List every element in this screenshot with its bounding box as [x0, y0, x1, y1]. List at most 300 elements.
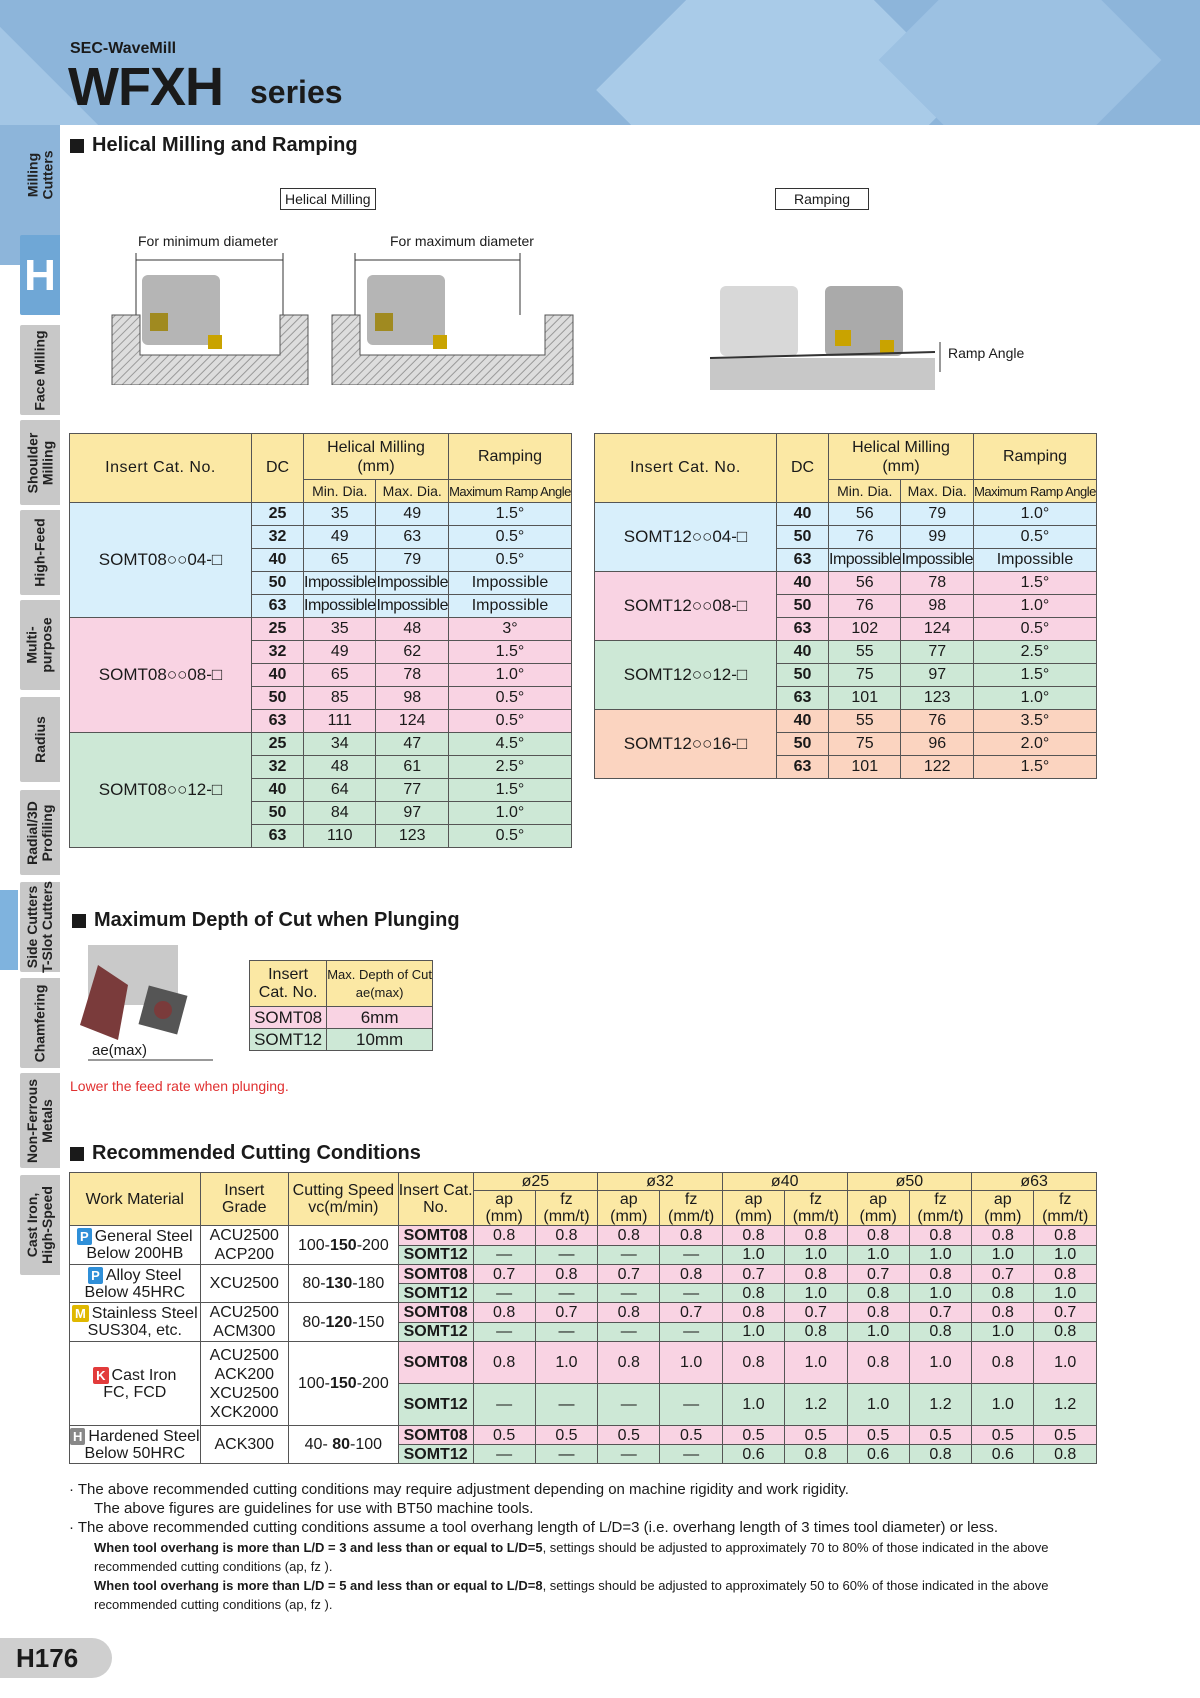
value-cell: 1.0°	[973, 595, 1096, 618]
material-badge: K	[93, 1367, 108, 1384]
insert-cat-cell: SOMT12	[398, 1322, 473, 1342]
value-cell: 1.0	[535, 1342, 597, 1384]
value-cell: 0.6	[847, 1445, 909, 1464]
dc-cell: 50	[777, 595, 829, 618]
depth-cell: 10mm	[327, 1029, 433, 1051]
material-badge: P	[77, 1228, 92, 1245]
sidebar-tab-0[interactable]	[20, 130, 60, 220]
value-cell: 1.5°	[448, 641, 571, 664]
cutting-conditions-table	[69, 1172, 1097, 1464]
value-cell: 124	[901, 618, 973, 641]
note-4: When tool overhang is more than L/D = 5 and less than or equal to L/D=8, settings should be adjusted to approximately 50 to 60% of those indicated in the above recommended cutting conditions (ap, fz ).	[94, 1578, 1049, 1612]
dc-cell: 63	[777, 549, 829, 572]
value-cell: 1.5°	[448, 503, 571, 526]
value-cell: 0.8	[972, 1284, 1034, 1303]
section-plunge-title: Maximum Depth of Cut when Plunging	[72, 909, 460, 932]
header-fz: fz (mm/t)	[535, 1191, 597, 1226]
dc-cell: 25	[252, 733, 304, 756]
value-cell: 1.0	[722, 1322, 784, 1342]
value-cell: 0.8	[1034, 1265, 1097, 1284]
value-cell: 56	[829, 503, 901, 526]
value-cell: 0.5	[598, 1426, 660, 1445]
header-max: Max. Dia.	[376, 480, 448, 503]
value-cell: 49	[304, 641, 376, 664]
value-cell: 0.8	[847, 1226, 909, 1246]
section-helical-title: Helical Milling and Ramping	[70, 134, 358, 157]
value-cell: —	[535, 1284, 597, 1303]
value-cell: 1.0	[1034, 1342, 1097, 1384]
dc-cell: 50	[777, 733, 829, 756]
cutting-speed: 80-120-150	[288, 1303, 398, 1342]
material-badge: H	[70, 1428, 85, 1445]
value-cell: 0.8	[972, 1342, 1034, 1384]
insert-grade: ACU2500 ACP200	[200, 1226, 288, 1265]
value-cell: 122	[901, 756, 973, 779]
insert-cat: SOMT08○○04-□	[70, 503, 252, 618]
value-cell: 0.8	[722, 1226, 784, 1246]
value-cell: 3.5°	[973, 710, 1096, 733]
value-cell: —	[598, 1284, 660, 1303]
table-row	[70, 1426, 1097, 1445]
value-cell: 0.5°	[973, 526, 1096, 549]
value-cell: 1.0	[909, 1342, 971, 1384]
value-cell: 0.8	[1034, 1322, 1097, 1342]
value-cell: 0.5	[909, 1426, 971, 1445]
value-cell: 77	[901, 641, 973, 664]
insert-cat: SOMT12○○04-□	[595, 503, 777, 572]
dc-cell: 63	[252, 825, 304, 848]
value-cell: 0.7	[722, 1265, 784, 1284]
value-cell: —	[660, 1384, 722, 1426]
value-cell: —	[660, 1245, 722, 1265]
sidebar-tab-9[interactable]	[20, 978, 60, 1068]
value-cell: 0.8	[909, 1265, 971, 1284]
table-row	[70, 1265, 1097, 1284]
value-cell: 1.2	[785, 1384, 847, 1426]
value-cell: —	[473, 1384, 535, 1426]
value-cell: 4.5°	[448, 733, 571, 756]
value-cell: 78	[376, 664, 448, 687]
sidebar-tab-1[interactable]	[20, 235, 60, 315]
ramping-diagram	[705, 280, 945, 390]
depth-cell: 6mm	[327, 1007, 433, 1029]
value-cell: 64	[304, 779, 376, 802]
insert-cat-cell: SOMT08	[398, 1265, 473, 1284]
table-row	[70, 1303, 1097, 1323]
value-cell: 0.8	[847, 1284, 909, 1303]
value-cell: —	[660, 1284, 722, 1303]
header-helical: Helical Milling (mm)	[304, 434, 449, 480]
helical-table-large	[594, 433, 1097, 779]
dc-cell: 40	[252, 549, 304, 572]
value-cell: 0.8	[972, 1303, 1034, 1323]
value-cell: 0.5°	[448, 710, 571, 733]
value-cell: 1.0	[660, 1342, 722, 1384]
value-cell: 101	[829, 687, 901, 710]
value-cell: 0.6	[722, 1445, 784, 1464]
header-max-ramp: Maximum Ramp Angle	[448, 480, 571, 503]
insert-cat-cell: SOMT08	[398, 1342, 473, 1384]
value-cell: 123	[901, 687, 973, 710]
dc-cell: 63	[777, 687, 829, 710]
header-ap: ap (mm)	[598, 1191, 660, 1226]
header-insert: Insert Cat. No.	[70, 434, 252, 503]
note-1: · The above recommended cutting conditions may require adjustment depending on machine rigidity and work rigidity.	[69, 1481, 849, 1498]
dc-cell: 25	[252, 618, 304, 641]
value-cell: 2.0°	[973, 733, 1096, 756]
value-cell: —	[473, 1284, 535, 1303]
material-badge: M	[72, 1305, 89, 1322]
plunge-table	[249, 960, 433, 1051]
cutting-speed: 100-150-200	[288, 1342, 398, 1426]
sidebar-tab-label: Milling Cutters	[24, 150, 56, 200]
value-cell: 1.5°	[973, 756, 1096, 779]
value-cell: —	[598, 1445, 660, 1464]
table-row	[70, 1342, 1097, 1384]
sidebar	[0, 125, 60, 1625]
value-cell: 1.0	[847, 1245, 909, 1265]
note-1b: The above figures are guidelines for use with BT50 machine tools.	[94, 1500, 534, 1517]
value-cell: 0.7	[535, 1303, 597, 1323]
insert-cat: SOMT08○○12-□	[70, 733, 252, 848]
dc-cell: 50	[777, 664, 829, 687]
value-cell: 55	[829, 710, 901, 733]
value-cell: 34	[304, 733, 376, 756]
value-cell: 49	[376, 503, 448, 526]
value-cell: 1.0	[785, 1245, 847, 1265]
header-diameter: ø32	[598, 1173, 723, 1191]
value-cell: —	[598, 1322, 660, 1342]
value-cell: 1.0°	[973, 503, 1096, 526]
value-cell: 78	[901, 572, 973, 595]
value-cell: 0.8	[909, 1322, 971, 1342]
value-cell: Impossible	[304, 595, 376, 618]
value-cell: 1.0°	[973, 687, 1096, 710]
value-cell: 0.8	[473, 1303, 535, 1323]
value-cell: 0.8	[598, 1226, 660, 1246]
value-cell: Impossible	[376, 572, 448, 595]
insert-cat-cell: SOMT08	[398, 1426, 473, 1445]
ramping-label: Ramping	[775, 188, 869, 210]
value-cell: 3°	[448, 618, 571, 641]
value-cell: 1.5°	[448, 779, 571, 802]
value-cell: 1.0	[972, 1322, 1034, 1342]
value-cell: 79	[376, 549, 448, 572]
dc-cell: 50	[252, 802, 304, 825]
note-3: When tool overhang is more than L/D = 3 and less than or equal to L/D=5, settings should be adjusted to approximately 70 to 80% of those indicated in the above recommended cutting conditions (ap, fz ).	[94, 1540, 1049, 1574]
insert-cell: SOMT12	[250, 1029, 327, 1051]
value-cell: 1.0	[722, 1245, 784, 1265]
value-cell: 62	[376, 641, 448, 664]
value-cell: 0.8	[847, 1303, 909, 1323]
dc-cell: 40	[777, 503, 829, 526]
helical-milling-label: Helical Milling	[280, 188, 376, 210]
value-cell: 0.7	[1034, 1303, 1097, 1323]
insert-cat: SOMT08○○08-□	[70, 618, 252, 733]
value-cell: Impossible	[304, 572, 376, 595]
value-cell: —	[473, 1245, 535, 1265]
max-diameter-label: For maximum diameter	[390, 233, 534, 249]
section-recommended-title: Recommended Cutting Conditions	[70, 1142, 421, 1165]
header-diameter: ø25	[473, 1173, 598, 1191]
value-cell: 35	[304, 503, 376, 526]
value-cell: 48	[376, 618, 448, 641]
sidebar-tab-3[interactable]	[20, 420, 60, 505]
value-cell: 0.7	[473, 1265, 535, 1284]
sidebar-tab-label: Multi- purpose	[24, 617, 56, 673]
insert-cell: SOMT08	[250, 1007, 327, 1029]
model-title: WFXH	[68, 57, 223, 117]
insert-cat-cell: SOMT08	[398, 1303, 473, 1323]
dc-cell: 40	[252, 664, 304, 687]
insert-cat: SOMT12○○12-□	[595, 641, 777, 710]
sidebar-tab-11[interactable]	[20, 1175, 60, 1275]
dc-cell: 40	[777, 710, 829, 733]
plunge-note: Lower the feed rate when plunging.	[70, 1078, 289, 1094]
value-cell: —	[535, 1445, 597, 1464]
header-helical: Helical Milling (mm)	[829, 434, 974, 480]
header-fz: fz (mm/t)	[1034, 1191, 1097, 1226]
helical-milling-diagram	[100, 245, 600, 385]
header-fz: fz (mm/t)	[909, 1191, 971, 1226]
insert-cat-cell: SOMT08	[398, 1226, 473, 1246]
header-insert: Insert Cat. No.	[595, 434, 777, 503]
dc-cell: 50	[252, 687, 304, 710]
sidebar-tab-10[interactable]	[20, 1073, 60, 1168]
value-cell: 1.0	[1034, 1284, 1097, 1303]
value-cell: Impossible	[376, 595, 448, 618]
value-cell: 0.8	[535, 1226, 597, 1246]
value-cell: 0.8	[847, 1342, 909, 1384]
value-cell: 0.5	[1034, 1426, 1097, 1445]
header-ramping: Ramping	[973, 434, 1096, 480]
value-cell: 123	[376, 825, 448, 848]
dc-cell: 32	[252, 526, 304, 549]
value-cell: 1.0°	[448, 664, 571, 687]
value-cell: 0.8	[1034, 1226, 1097, 1246]
table-row	[250, 1029, 433, 1051]
dc-cell: 40	[252, 779, 304, 802]
value-cell: Impossible	[829, 549, 901, 572]
header-ap: ap (mm)	[972, 1191, 1034, 1226]
value-cell: 1.0°	[448, 802, 571, 825]
value-cell: 47	[376, 733, 448, 756]
sidebar-tab-6[interactable]	[20, 697, 60, 782]
value-cell: 0.8	[909, 1445, 971, 1464]
value-cell: 0.8	[660, 1265, 722, 1284]
value-cell: 75	[829, 664, 901, 687]
insert-cat-cell: SOMT12	[398, 1445, 473, 1464]
value-cell: 0.7	[847, 1265, 909, 1284]
value-cell: 1.0	[909, 1245, 971, 1265]
header-work: Work Material	[70, 1173, 201, 1226]
value-cell: 0.8	[722, 1284, 784, 1303]
value-cell: —	[535, 1384, 597, 1426]
table-row	[595, 641, 1097, 664]
value-cell: 0.5	[473, 1426, 535, 1445]
work-material: M Stainless Steel SUS304, etc.	[70, 1303, 201, 1342]
header-row	[595, 434, 1097, 480]
value-cell: —	[598, 1384, 660, 1426]
value-cell: 1.2	[1034, 1384, 1097, 1426]
value-cell: 0.8	[785, 1322, 847, 1342]
header-max: Max. Dia.	[901, 480, 973, 503]
header-speed: Cutting Speed vc(m/min)	[288, 1173, 398, 1226]
insert-cat-cell: SOMT12	[398, 1384, 473, 1426]
value-cell: 0.7	[972, 1265, 1034, 1284]
value-cell: 0.7	[660, 1303, 722, 1323]
value-cell: 1.0	[847, 1384, 909, 1426]
value-cell: 0.5	[722, 1426, 784, 1445]
sidebar-tab-label: Cast Iron, High-Speed	[24, 1186, 55, 1264]
value-cell: 110	[304, 825, 376, 848]
value-cell: 0.6	[972, 1445, 1034, 1464]
value-cell: 0.5°	[973, 618, 1096, 641]
value-cell: 76	[829, 526, 901, 549]
value-cell: 0.8	[473, 1226, 535, 1246]
header-ap: ap (mm)	[473, 1191, 535, 1226]
cutting-speed: 80-130-180	[288, 1265, 398, 1303]
header-ramping: Ramping	[448, 434, 571, 480]
header-row	[250, 961, 433, 1007]
value-cell: Impossible	[901, 549, 973, 572]
value-cell: 102	[829, 618, 901, 641]
sidebar-tab-label: Chamfering	[31, 984, 48, 1062]
value-cell: 55	[829, 641, 901, 664]
value-cell: Impossible	[973, 549, 1096, 572]
value-cell: 97	[376, 802, 448, 825]
value-cell: 0.5	[847, 1426, 909, 1445]
value-cell: 1.0	[972, 1245, 1034, 1265]
sidebar-tab-label: Side Cutters T-Slot Cutters	[24, 881, 55, 973]
dc-cell: 63	[777, 618, 829, 641]
value-cell: 0.8	[535, 1265, 597, 1284]
dc-cell: 32	[252, 756, 304, 779]
value-cell: 0.5	[660, 1426, 722, 1445]
header-fz: fz (mm/t)	[660, 1191, 722, 1226]
dc-cell: 50	[252, 572, 304, 595]
table-row	[595, 503, 1097, 526]
value-cell: 98	[901, 595, 973, 618]
value-cell: —	[473, 1445, 535, 1464]
sidebar-tab-4[interactable]	[20, 510, 60, 595]
cutting-speed: 40- 80-100	[288, 1426, 398, 1464]
sidebar-tab-label: H	[24, 250, 56, 300]
sidebar-tab-5[interactable]	[20, 600, 60, 690]
value-cell: 0.8	[660, 1226, 722, 1246]
header-insert: Insert Cat. No.	[250, 961, 327, 1007]
header-row	[70, 434, 572, 480]
header-ap: ap (mm)	[847, 1191, 909, 1226]
insert-grade: ACK300	[200, 1426, 288, 1464]
dc-cell: 32	[252, 641, 304, 664]
value-cell: 63	[376, 526, 448, 549]
value-cell: —	[660, 1322, 722, 1342]
value-cell: 0.8	[785, 1226, 847, 1246]
dc-cell: 63	[777, 756, 829, 779]
value-cell: 0.5°	[448, 526, 571, 549]
value-cell: 1.0	[972, 1384, 1034, 1426]
header-min: Min. Dia.	[829, 480, 901, 503]
sidebar-tab-2[interactable]	[20, 325, 60, 415]
sidebar-tab-label: Non-Ferrous Metals	[24, 1078, 55, 1163]
header-max-ramp: Maximum Ramp Angle	[973, 480, 1096, 503]
ae-max-label: ae(max)	[92, 1042, 148, 1059]
work-material: P General Steel Below 200HB	[70, 1226, 201, 1265]
min-diameter-label: For minimum diameter	[138, 233, 279, 249]
table-row	[70, 503, 572, 526]
value-cell: 1.5°	[973, 664, 1096, 687]
value-cell: 65	[304, 549, 376, 572]
header-dc: DC	[252, 434, 304, 503]
value-cell: 0.5°	[448, 825, 571, 848]
table-row	[595, 572, 1097, 595]
value-cell: 0.5°	[448, 549, 571, 572]
insert-cat: SOMT12○○16-□	[595, 710, 777, 779]
value-cell: 99	[901, 526, 973, 549]
value-cell: 1.5°	[973, 572, 1096, 595]
value-cell: 0.8	[722, 1342, 784, 1384]
table-row	[250, 1007, 433, 1029]
material-badge: P	[88, 1267, 103, 1284]
cutting-speed: 100-150-200	[288, 1226, 398, 1265]
sidebar-tab-8[interactable]	[20, 882, 60, 972]
sidebar-indicator	[0, 890, 18, 970]
header-min: Min. Dia.	[304, 480, 376, 503]
sidebar-tab-label: Radial/3D Profiling	[24, 800, 55, 865]
value-cell: 0.7	[785, 1303, 847, 1323]
value-cell: 85	[304, 687, 376, 710]
insert-grade: XCU2500	[200, 1265, 288, 1303]
value-cell: 0.8	[598, 1303, 660, 1323]
value-cell: 1.0	[909, 1284, 971, 1303]
value-cell: 0.5	[535, 1426, 597, 1445]
value-cell: 0.8	[909, 1226, 971, 1246]
page-number: H176	[0, 1638, 112, 1678]
value-cell: Impossible	[448, 595, 571, 618]
header-depth: Max. Depth of Cut ae(max)	[327, 961, 433, 1007]
brand-name: SEC-WaveMill	[70, 40, 177, 57]
value-cell: 0.5	[785, 1426, 847, 1445]
value-cell: 84	[304, 802, 376, 825]
value-cell: 76	[829, 595, 901, 618]
value-cell: 96	[901, 733, 973, 756]
value-cell: 101	[829, 756, 901, 779]
value-cell: 79	[901, 503, 973, 526]
value-cell: 0.8	[785, 1265, 847, 1284]
value-cell: 61	[376, 756, 448, 779]
sidebar-tab-7[interactable]	[20, 790, 60, 875]
value-cell: 2.5°	[973, 641, 1096, 664]
table-row	[70, 733, 572, 756]
value-cell: 0.7	[909, 1303, 971, 1323]
helical-table-small	[69, 433, 572, 848]
value-cell: 35	[304, 618, 376, 641]
value-cell: 0.8	[972, 1226, 1034, 1246]
dc-cell: 63	[252, 710, 304, 733]
value-cell: —	[660, 1445, 722, 1464]
value-cell: 97	[901, 664, 973, 687]
sidebar-tab-label: Face Milling	[31, 329, 48, 411]
header-dc: DC	[777, 434, 829, 503]
header-fz: fz (mm/t)	[785, 1191, 847, 1226]
value-cell: 1.0	[722, 1384, 784, 1426]
value-cell: 0.8	[473, 1342, 535, 1384]
value-cell: Impossible	[448, 572, 571, 595]
value-cell: 0.5°	[448, 687, 571, 710]
dc-cell: 40	[777, 572, 829, 595]
value-cell: 75	[829, 733, 901, 756]
